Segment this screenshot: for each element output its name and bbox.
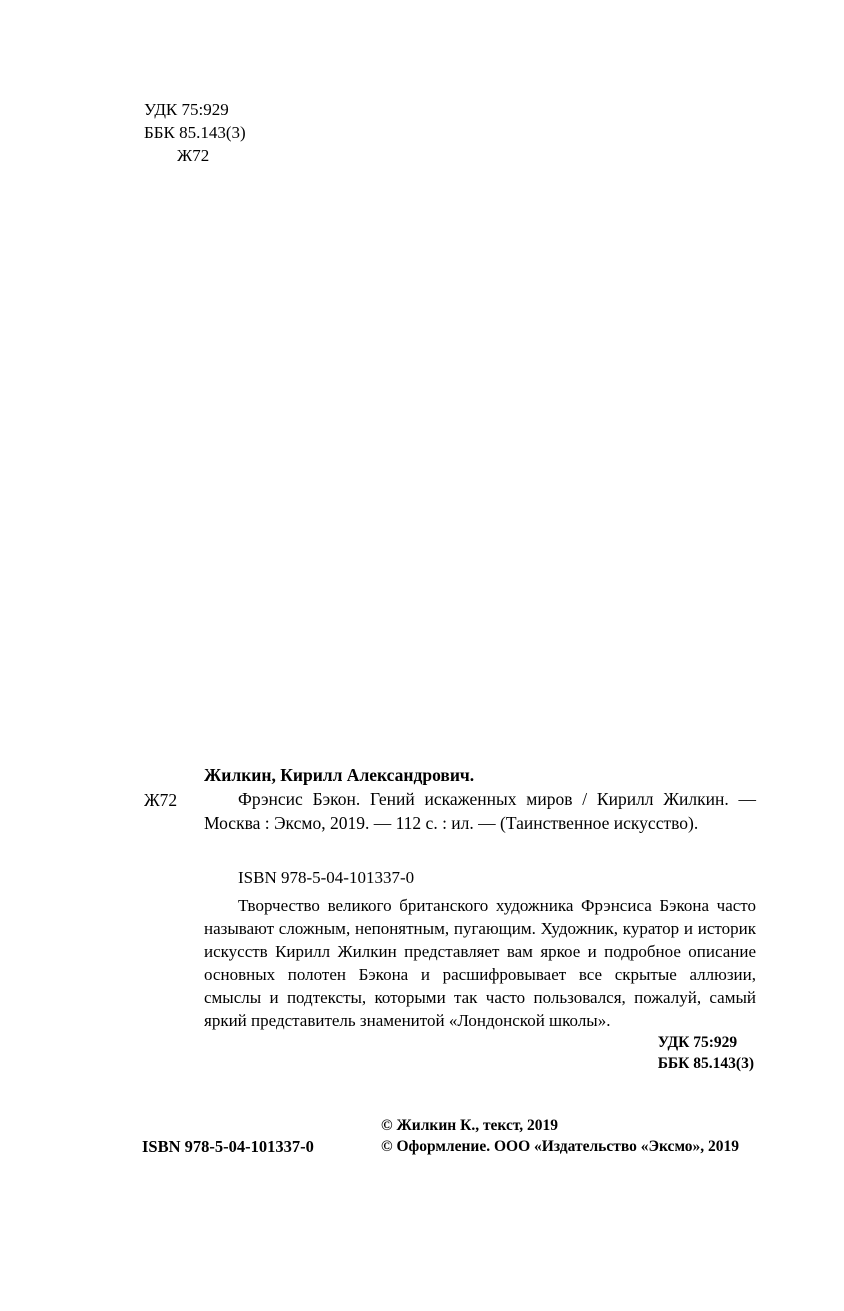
annotation: Творчество великого британского художника Фрэнсиса Бэкона часто называют сложным, непонятным, пугающим. Художник, куратор и историк искусств Кирилл Жилкин представляет вам яркое и подробное описание основных полотен Бэкона и расшифровывает все скрытые аллюзии, смыслы и подтексты, которыми так часто пользовался, пожалуй, самый яркий представитель знаменитой «Лондонской школы». <box>204 896 756 1030</box>
udk-code: УДК 75:929 <box>144 100 229 119</box>
bibliographic-description: Фрэнсис Бэкон. Гений искаженных миров / Кирилл Жилкин. — Москва : Эксмо, 2019. — 112 с. : ил. — (Таинственное искусство). <box>204 789 756 833</box>
card-bbk-code: ББК 85.143(3) <box>657 1055 754 1072</box>
copyright-block <box>381 1115 739 1157</box>
classification-codes-top <box>144 98 246 167</box>
card-isbn: ISBN 978-5-04-101337-0 <box>238 868 415 887</box>
copyright-design: © Оформление. ООО «Издательство «Эксмо», 2019 <box>381 1138 740 1155</box>
card-udk-code: УДК 75:929 <box>657 1034 738 1051</box>
card-author-heading: Жилкин, Кирилл Александрович. <box>204 765 475 785</box>
card-author-sign: Ж72 <box>144 790 178 810</box>
bbk-code: ББК 85.143(3) <box>144 123 246 142</box>
author-sign: Ж72 <box>177 146 210 165</box>
copyright-text: © Жилкин К., текст, 2019 <box>381 1117 559 1134</box>
card-classification-codes <box>658 1032 754 1074</box>
footer-isbn: ISBN 978-5-04-101337-0 <box>142 1137 314 1156</box>
